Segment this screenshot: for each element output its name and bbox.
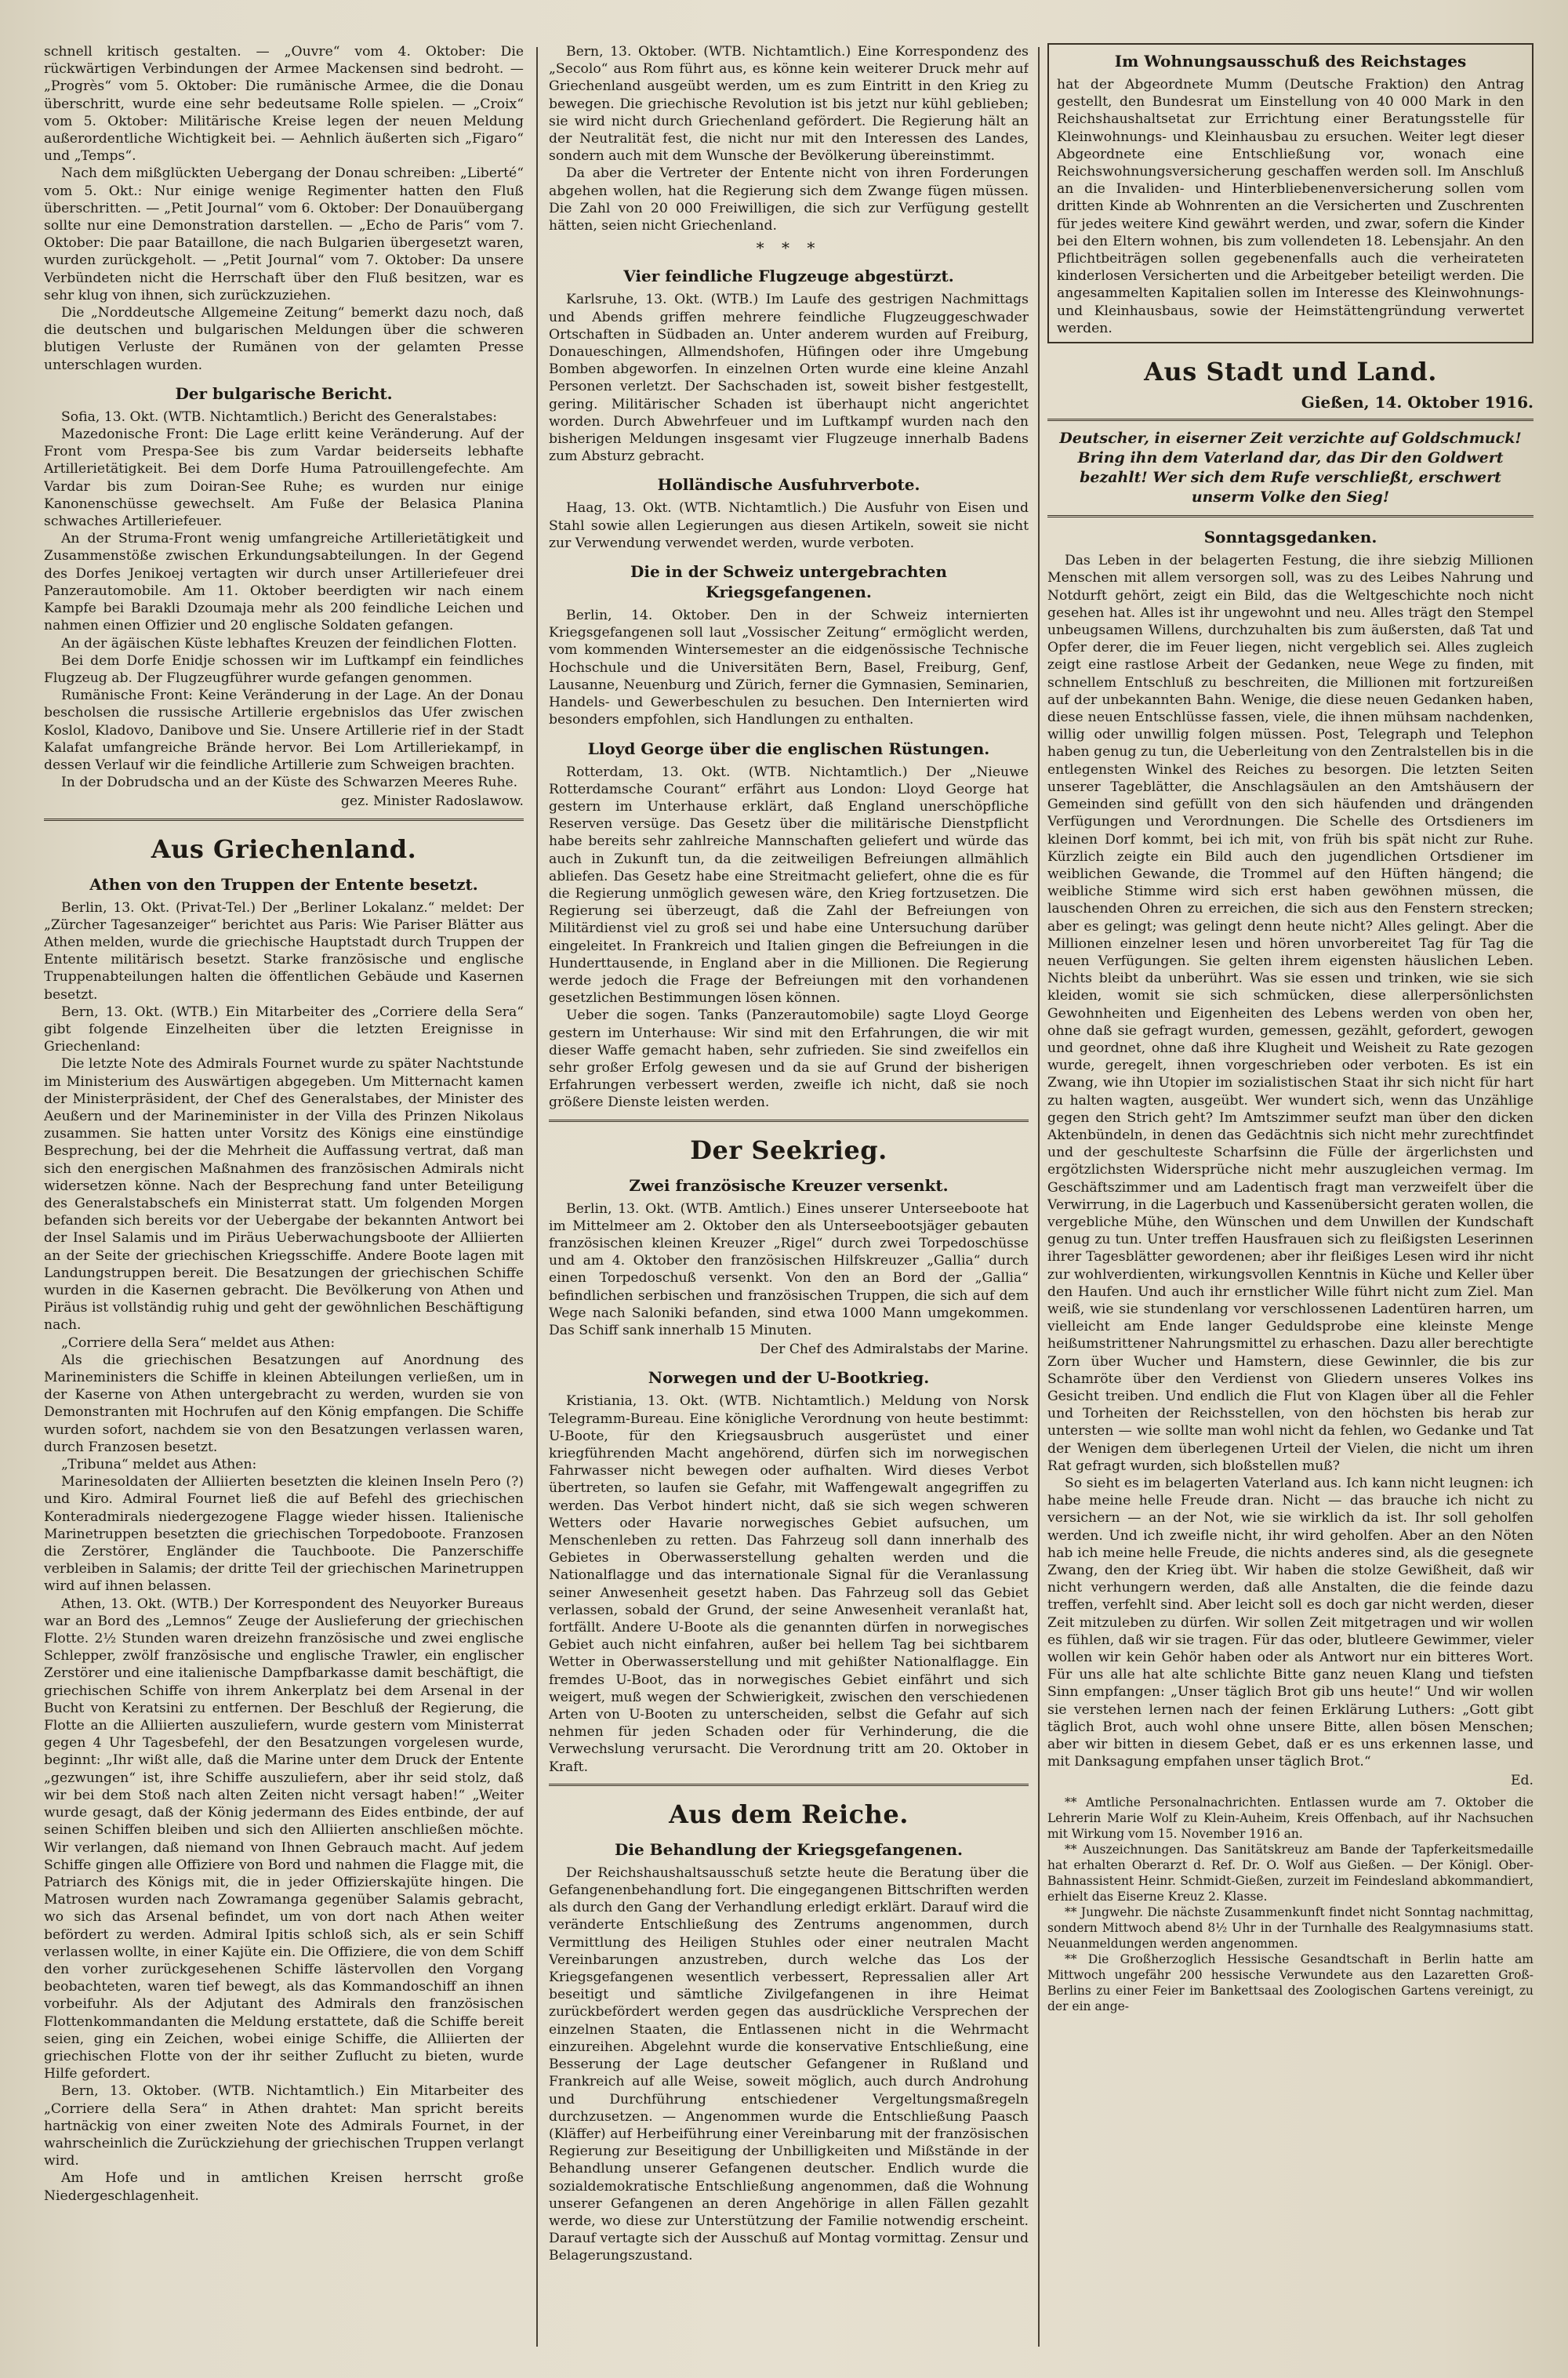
headline-cruisers: Zwei französische Kreuzer versenkt. (629, 1175, 949, 1195)
paragraph: Die „Norddeutsche Allgemeine Zeitung“ bemerkt dazu noch, daß die deutschen und bulgarischen Meldungen über die schweren blutigen Verluste der Rumänen von der gelamten Presse unterschlagen wurden. (44, 305, 524, 373)
paragraph: Mazedonische Front: Die Lage erlitt keine Veränderung. Auf der Front vom Prespa-See bis zum Vardar beiderseits lebhafte Artillerietätigkeit. Bei dem Dorfe Huma Patrouillengefechte. Am Vardar bis zum Doiran-See Ruhe; es wurden nur einige Kanonenschüsse gewechselt. Am Fuße der Belasica Planina schwaches Artilleriefeuer. (44, 427, 524, 530)
paragraph: Am Hofe und in amtlichen Kreisen herrscht große Niedergeschlagenheit. (44, 2170, 524, 2204)
signature: Ed. (1510, 1773, 1534, 1789)
paragraph: Bern, 13. Okt. (WTB.) Ein Mitarbeiter des „Corriere della Sera“ gibt folgende Einzelheiten über die letzten Ereignisse in Griechenland: (44, 1004, 524, 1055)
section-title-naval-war: Der Seekrieg. (690, 1135, 887, 1165)
column-right (1047, 43, 1534, 2354)
column-left (44, 43, 524, 2354)
paragraph: Bei dem Dorfe Enidje schossen wir im Luftkampf ein feindliches Flugzeug ab. Der Flugzeugführer wurde gefangen genommen. (44, 652, 524, 686)
paragraph: Haag, 13. Okt. (WTB. Nichtamtlich.) Die Ausfuhr von Eisen und Stahl sowie allen Legierungen aus diesen Artikeln, soweit sie nicht zur Verwendung verwendet werden, wurde verboten. (549, 500, 1029, 551)
separator (1047, 515, 1534, 517)
column-rule (536, 47, 538, 2347)
paragraph: Kristiania, 13. Okt. (WTB. Nichtamtlich.) Meldung von Norsk Telegramm-Bureau. Eine königliche Verordnung von heute bestimmt: U-Boote, für den Kriegsausbruch ausgerüstet und einer kriegführenden Macht angehörend, dürfen sich im norwegischen Fahrwasser nicht bewegen oder aufhalten. Wird dieses Verbot übertreten, so laufen sie Gefahr, mit Waffengewalt angegriffen zu werden. Das Verbot hindert nicht, daß sie sich wegen schweren Wetters oder Havarie norwegisches Gebiet aufsuchen, um Menschenleben zu retten. Das Fahrzeug soll dann innerhalb des Gebietes in Oberwasserstellung gehalten werden und die Nationalflagge und das internationale Signal für die Veranlassung seiner Anwesenheit gesetzt haben. Das Fahrzeug soll das Gebiet verlassen, sobald der Grund, der seine Anwesenheit veranlaßt hat, fortfällt. Andere U-Boote als die genannten dürfen in norwegisches Gebiet auch nicht einfahren, außer bei hellem Tag bei sichtbarem Wetter in Oberwasserstellung und mit gehißter Nationalflagge. Ein fremdes U-Boot, das in norwegisches Gebiet einfährt und sich weigert, muß wegen der Schwierigkeit, zwischen den verschiedenen Arten von U-Booten zu unterscheiden, selbst die Gefahr auf sich nehmen für jeden Schaden oder für Verhinderung, die die Verwechslung verursacht. Die Verordnung tritt am 20. Oktober in Kraft. (549, 1393, 1029, 1775)
paragraph: Sofia, 13. Okt. (WTB. Nichtamtlich.) Bericht des Generalstabes: (61, 408, 498, 425)
headline-planes: Vier feindliche Flugzeuge abgestürzt. (623, 267, 954, 286)
headline-norway: Norwegen und der U-Bootkrieg. (648, 1368, 930, 1388)
paragraph: In der Dobrudscha und an der Küste des Schwarzen Meeres Ruhe. (61, 775, 518, 791)
paragraph: Ueber die sogen. Tanks (Panzerautomobile) sagte Lloyd George gestern im Unterhause: Wir sind mit den Erfahrungen, die wir mit dieser Waffe gemacht haben, sehr zufrieden. Sie sind zweifellos ein sehr großer Erfolg gewesen und da sie auf Grund der bisherigen Erfahrungen verbessert werden, zweifle ich nicht, daß sie noch größere Dienste leisten werden. (549, 1007, 1029, 1111)
headline-housing: Im Wohnungsausschuß des Reichstages (1114, 52, 1467, 71)
section-title-reich: Aus dem Reiche. (669, 1799, 909, 1829)
paragraph: An der ägäischen Küste lebhaftes Kreuzen der feindlichen Flotten. (61, 635, 517, 652)
dateline: Gießen, 14. Oktober 1916. (1301, 393, 1534, 412)
separator-stars: * * * (756, 238, 822, 258)
signature: gez. Minister Radoslawow. (340, 793, 524, 810)
paragraph: schnell kritisch gestalten. — „Ouvre“ vom 4. Oktober: Die rückwärtigen Verbindungen der Armee Mackensen sind bedroht. — „Progrès“ vom 5. Oktober: Die rumänische Armee, die die Donau überschritt, wurde eine sehr bedeutsame Rolle spielen. — „Croix“ vom 5. Oktober: Militärische Kreise legen der neuen Meldung außerordentliche Wichtigkeit bei. — Aehnlich äußerten sich „Figaro“ und „Temps“. (44, 44, 524, 165)
paragraph: Rotterdam, 13. Okt. (WTB. Nichtamtlich.) Der „Nieuwe Rotterdamsche Courant“ erfährt aus London: Lloyd George hat gestern im Unterhause erklärt, daß England unerschöpfliche Reserven versüge. Das Gesetz über die militärische Dienstpflicht habe bereits sehr zahlreiche Mannschaften geliefert und würde das auch in Zukunft tun, da die zeitweiligen Befreiungen allmählich abliefen. Das Gesetz habe eine Streitmacht geliefert, ohne die es für die Regierung unmöglich gewesen wäre, den Krieg fortzusetzen. Die Regierung sei überzeugt, daß die Zahl der Befreiungen von Militärdienst viel zu groß sei und habe eine Untersuchung darüber eingeleitet. In Frankreich und Italien gingen die Befreiungen in die Hunderttausende, in England aber in die Millionen. Die Regierung werde jedoch die Frage der Befreiungen mit den vorhandenen gesetzlichen Bestimmungen lösen können. (549, 764, 1029, 1007)
section-title-greece: Aus Griechenland. (151, 833, 417, 864)
column-rule (1038, 47, 1040, 2347)
paragraph: Berlin, 13. Okt. (WTB. Amtlich.) Eines unserer Unterseeboote hat im Mittelmeer am 2. Oktober den als Unterseebootsjäger gebauten französischen kleinen Kreuzer „Rigel“ durch zwei Torpedoschüsse und am 4. Oktober den französischen Hilfskreuzer „Gallia“ durch einen Torpedoschuß versenkt. Von den an Bord der „Gallia“ befindlichen serbischen und französischen Truppen, die sich auf dem Wege nach Saloniki befanden, sind etwa 1000 Mann umgekommen. Das Schiff sank innerhalb 15 Minuten. (549, 1200, 1029, 1338)
headline-swiss-prisoners: Die in der Schweiz untergebrachten Kriegsgefangenen. (630, 562, 947, 602)
news-note: ** Auszeichnungen. Das Sanitätskreuz am Bande der Tapferkeitsmedaille hat erhalten Oberarzt d. Ref. Dr. O. Wolf aus Gießen. — Der Königl. Ober-Bahnassistent Heinr. Schmidt-Gießen, zurzeit im Feindesland abkommandiert, erhielt das Eiserne Kreuz 2. Klasse. (1047, 1842, 1534, 1904)
paragraph: Berlin, 14. Oktober. Den in der Schweiz internierten Kriegsgefangenen soll laut „Vossischer Zeitung“ ermöglicht werden, vom kommenden Wintersemester an die eidgenössische Technische Hochschule und die Universitäten Bern, Basel, Freiburg, Genf, Lausanne, Neuenburg und Zürich, ferner die Gymnasien, Seminarien, Handels- und Gewerbeschulen zu besuchen. Den Internierten wird besonders empfohlen, sich Handlungen zu enthalten. (549, 608, 1029, 728)
signature: Der Chef des Admiralstabs der Marine. (760, 1341, 1029, 1358)
paragraph: So sieht es im belagerten Vaterland aus. Ich kann nicht leugnen: ich habe meine helle Freude dran. Nicht — das brauche ich nicht zu versichern — an der Not, wie sie wirklich da ist. Ihr soll geholfen werden. Und ich zweifle nicht, ihr wird geholfen. Aber an den Nöten hab ich meine helle Freude, die nichts anderes sind, als die gesegnete Zwang, den der Krieg übt. Wir haben die stolze Gewißheit, daß wir nicht verhungern werden, daß alle Anstalten, die die feinde dazu treffen, verfehlt sind. Aber leicht soll es doch gar nicht werden, dieser Zeit mitzuleben zu dürfen. Wir sollen Zeit mitgetragen und wir wollen es fühlen, daß wir sie tragen. Für das oder, blutleere Gewimmer, vieler wollen wir kein Gehör haben oder als Antwort nur ein bitteres Wort. Für uns alle hat alte schlichte Bitte ganz neuen Klang und tiefsten Sinn empfangen: „Unser täglich Brot gib uns heute!“ Und wir wollen sie verstehen lernen nach der feinen Erklärung Luthers: „Gott gibt täglich Brot, auch wohl ohne unsere Bitte, allen bösen Menschen; aber wir bitten in diesem Gebet, daß er es uns erkennen lasse, und mit Danksagung empfahen unser täglich Brot.“ (1047, 1476, 1534, 1770)
paragraph: Karlsruhe, 13. Okt. (WTB.) Im Laufe des gestrigen Nachmittags und Abends griffen mehrere feindliche Flugzeuggeschwader Ortschaften in Südbaden an. Unter anderem wurden auf Freiburg, Donaueschingen, Allmendshofen, Hüfingen oder ihre Umgebung Bomben abgeworfen. In einzelnen Orten wurde eine kleine Anzahl Personen verletzt. Der Sachschaden ist, soweit bisher festgestellt, gering. Militärischer Schaden ist überhaupt nicht angerichtet worden. Durch Abwehrfeuer und im Luftkampf wurden nach den bisherigen Meldungen insgesamt vier Flugzeuge innerhalb Badens zum Absturz gebracht. (549, 292, 1029, 465)
paragraph: Die letzte Note des Admirals Fournet wurde zu später Nachtstunde im Ministerium des Auswärtigen abgegeben. Um Mitternacht kamen der Ministerpräsident, der Chef des Generalstabes, der Minister des Aeußern und der Marineminister in der Villa des Prinzen Nikolaus zusammen. Sie hatten unter Vorsitz des Königs eine einstündige Besprechung, bei der die Mehrheit die Auffassung vertrat, daß man sich den energischen Maßnahmen des französischen Admirals nicht widersetzen könne. Nach der Besprechung fand unter Beteiligung des Generalstabschefs ein Ministerrat statt. Um folgenden Morgen befanden sich bereits vor der Uebergabe der bekannten Antwort bei der Insel Salamis und im Piräus Ueberwachungsboote der Alliierten an der Seite der griechischen Kriegsschiffe. Andere Boote lagen mit Landungstruppen bereit. Die Besatzungen der griechischen Schiffe wurden in die Kasernen gebracht. Die Bevölkerung von Athen und Piräus ist vollständig ruhig und geht der gewöhnlichen Beschäftigung nach. (44, 1056, 524, 1334)
paragraph: Da aber die Vertreter der Entente nicht von ihren Forderungen abgehen wollen, hat die Regierung sich dem Zwange fügen müssen. Die Zahl von 20 000 Freiwilligen, die sich zur Verfügung gestellt hätten, seien nicht Griechenland. (549, 165, 1029, 234)
paragraph: Bern, 13. Oktober. (WTB. Nichtamtlich.) Eine Korrespondenz des „Secolo“ aus Rom führt aus, es könne kein weiterer Druck mehr auf Griechenland ausgeübt werden, um es zum Eintritt in den Krieg zu bewegen. Die griechische Revolution ist bis jetzt nur kühl geblieben; sie wird nicht durch Griechenland gefördert. Die Regierung hält an der Neutralität fest, die nicht nur mit den Interessen des Landes, sondern auch mit dem Wunsche der Bevölkerung übereinstimmt. (549, 44, 1029, 165)
paragraph: Der Reichshaushaltsausschuß setzte heute die Beratung über die Gefangenenbehandlung fort. Die eingegangenen Bittschriften werden als durch den Gang der Verhandlung erledigt erklärt. Darauf wird die veränderte Entschließung des Zentrums angenommen, durch Vermittlung des Heiligen Stuhles oder einer neutralen Macht Vereinbarungen anzustreben, durch welche das Los der Kriegsgefangenen wesentlich verbessert, Repressalien aller Art beseitigt und sämtliche Zivilgefangenen in ihre Heimat zurückbefördert werden gegen das ausdrückliche Versprechen der einzelnen Staaten, die Entlassenen nicht in die Wehrmacht einzureihen. Abgelehnt wurde die konservative Entschließung, eine Besserung der Lage deutscher Gefangener in Rußland und Frankreich auf alle Weise, soweit möglich, auch durch Androhung und Durchführung entschiedener Vergeltungsmaßregeln durchzusetzen. — Angenommen wurde die Entschließung Paasch (Kläffer) auf Herbeiführung einer Vereinbarung mit der französischen Regierung zur Beseitigung der Unbilligkeiten und Mißstände in der Behandlung unserer Gefangenen deutscher. Endlich wurde die sozialdemokratische Entschließung angenommen, daß die Wohnung unserer Gefangenen an deren Angehörige in allen Fällen gezahlt werde, wo diese zur Unterstützung der Familie notwendig erscheint. Darauf vertagte sich der Ausschuß auf Montag vormittag. Zensur und Belagerungszustand. (549, 1864, 1029, 2264)
paragraph: Bern, 13. Oktober. (WTB. Nichtamtlich.) Ein Mitarbeiter des „Corriere della Sera“ in Athen drahtet: Man spricht bereits hartnäckig von einer zweiten Note des Admirals Fournet, in der wahrscheinlich die Zurückziehung der griechischen Truppen verlangt wird. (44, 2083, 524, 2169)
separator (44, 819, 524, 821)
paragraph: hat der Abgeordnete Mumm (Deutsche Fraktion) den Antrag gestellt, den Bundesrat um Einstellung von 40 000 Mark in den Reichshaushaltsetat zur Errichtung einer Beratungsstelle für Kleinwohnungs- und Kleinhausbau zu ersuchen. Weiter legt dieser Abgeordnete eine Entschließung vor, wonach eine Reichswohnungsversicherung geschaffen werden soll. Im Anschluß an die Invaliden- und Hinterbliebenenversicherung sollen vom dritten Kinde ab Wohnrenten an die Versicherten und Zuschrenten für jedes weitere Kind gewährt werden, und zwar, sofern die Kinder bei den Eltern wohnen, bis zum vollendeten 18. Lebensjahr. An den Pflichtbeiträgen sollen gegebenenfalls auch die verheirateten kinderlosen Versicherten und die Arbeitgeber beteiligt werden. Die angesammelten Kapitalien sollen im Interesse des Kleinwohnungs- und Kleinhausbaus, sowie der Heimstättengründung verwertet werden. (1057, 77, 1524, 336)
headline-dutch-export: Holländische Ausfuhrverbote. (657, 475, 920, 495)
housing-committee-box (1047, 43, 1534, 343)
news-note: ** Jungwehr. Die nächste Zusammenkunft findet nicht Sonntag nachmittag, sondern Mittwoch abend 8½ Uhr in der Turnhalle des Realgymnasiums statt. Neuanmeldungen werden angenommen. (1047, 1904, 1534, 1951)
paragraph: „Tribuna“ meldet aus Athen: (61, 1457, 257, 1473)
paragraph: Rumänische Front: Keine Veränderung in der Lage. An der Donau bescholsen die russische Artillerie ergebnislos das Ufer zwischen Koslol, Kladovo, Danibove und Sie. Unsere Artillerie rief in der Stadt Kalafat umfangreiche Brände hervor. Bei Lom Artilleriekampf, in dessen Verlauf wir die feindliche Artillerie zum Schweigen brachten. (44, 688, 524, 773)
paragraph: Nach dem mißglückten Uebergang der Donau schreiben: „Liberté“ vom 5. Okt.: Nur einige wenige Regimenter hatten den Fluß überschritten. — „Petit Journal“ vom 6. Oktober: Der Donauübergang sollte nur eine Demonstration darstellen. — „Echo de Paris“ vom 7. Oktober: Die paar Bataillone, die nach Bulgarien übergesetzt waren, wurden zurückgeholt. — „Petit Journal“ vom 7. Oktober: Da unsere Verbündeten nicht die Herrschaft über den Fluß besitzen, war es sehr klug von ihnen, sich zurückzuziehen. (44, 165, 524, 303)
news-note: ** Die Großherzoglich Hessische Gesandtschaft in Berlin hatte am Mittwoch ungefähr 200 hessische Verwundete aus den Lazaretten Groß-Berlins zu einer Feier im Bankettsaal des Zoologischen Gartens vereinigt, zu der ein ange- (1047, 1951, 1534, 2013)
headline-athens: Athen von den Truppen der Entente besetzt. (89, 874, 478, 894)
paragraph: „Corriere della Sera“ meldet aus Athen: (61, 1334, 336, 1351)
headline-lloyd-george: Lloyd George über die englischen Rüstungen. (587, 739, 990, 758)
separator (549, 1120, 1029, 1122)
separator (549, 1784, 1029, 1786)
paragraph: Als die griechischen Besatzungen auf Anordnung des Marineministers die Schiffe in kleinen Abteilungen verließen, um in der Kaserne von Athen untergebracht zu werden, wurden sie von Demonstranten mit Hochrufen auf den König empfangen. Die Schiffe wurden sofort, nachdem sie von den Besatzungen verlassen waren, durch Franzosen besetzt. (44, 1352, 524, 1455)
news-note: ** Amtliche Personalnachrichten. Entlassen wurde am 7. Oktober die Lehrerin Marie Wolf zu Klein-Auheim, Kreis Offenbach, auf ihr Nachsuchen mit Wirkung vom 15. November 1916 an. (1047, 1795, 1534, 1841)
paragraph: Marinesoldaten der Alliierten besetzten die kleinen Inseln Pero (?) und Kiro. Admiral Fournet ließ die auf Befehl des griechischen Konteradmirals niedergezogene Flagge wieder hissen. Italienische Marinetruppen besetzten die griechischen Torpedoboote. Franzosen die Zerstörer, Engländer die Tauchboote. Die Panzerschiffe verbleiben in Salamis; der dritte Teil der griechischen Marinetruppen wird auf ihnen belassen. (44, 1474, 524, 1595)
separator (1047, 419, 1534, 421)
section-title-city: Aus Stadt und Land. (1144, 357, 1437, 387)
paragraph: An der Struma-Front wenig umfangreiche Artillerietätigkeit und Zusammenstöße zwischen Erkundungsabteilungen. In der Gegend des Dorfes Jenikoej vertagten wir durch unser Artilleriefeuer drei Panzerautomobile. Am 11. Oktober beerdigten wir nach einem Kampfe bei Barakli Dzoumaja mehr als 200 feindliche Leichen und nahmen einen Offizier und 20 englische Soldaten gefangen. (44, 531, 524, 634)
headline-bulgarian-report: Der bulgarische Bericht. (175, 383, 393, 403)
headline-prisoner-treatment: Die Behandlung der Kriegsgefangenen. (615, 1839, 963, 1859)
paragraph: Berlin, 13. Okt. (Privat-Tel.) Der „Berliner Lokalanz.“ meldet: Der „Zürcher Tagesanzeiger“ berichtet aus Paris: Wie Pariser Blätter aus Athen melden, wurde die griechische Hauptstadt durch Truppen der Entente militärisch besetzt. Starke französische und englische Truppenabteilungen halten die öffentlichen Gebäude und Kasernen besetzt. (44, 899, 524, 1003)
paragraph: Das Leben in der belagerten Festung, die ihre siebzig Millionen Menschen mit allem versorgen soll, was zu des Leibes Nahrung und Notdurft gehört, zeigt ein Bild, das die Weltgeschichte noch nicht gesehen hat. Alles ist ihr ungewohnt und neu. Alles trägt den Stempel unbeugsamen Willens, durchzuhalten bis zum äußersten, daß Tat und Opfer derer, die im Feuer liegen, nicht vergeblich sei. Alles zugleich zeigt eine rastlose Arbeit der Gedanken, neue Wege zu finden, mit schnellem Entschluß zu beschreiten, die Millionen mit fortzureißen auf der unbekannten Bahn. Wenige, die diese neuen Gedanken haben, diese neuen Entschlüsse fassen, viele, die ihnen mühsam nachdenken, willig oder unwillig folgen müssen. Post, Telegraph und Telephon haben genug zu tun, die Ueberleitung von den Zentralstellen bis in die entlegensten Winkel des Reiches zu besorgen. Die letzten Seiten unserer Tageblätter, die Anschlagsäulen an den Amtshäusern der Gemeinden sind gefüllt von den sich häufenden und drängenden Verfügungen und Verordnungen. Die Schelle des Ortsdieners im kleinen Dorf kommt, bei ich mit, von früh bis spät nicht zur Ruhe. Kürzlich zeigte ein Bild auch den jugendlichen Ortsdiener im weiblichen Gewande, die Trommel auf den Hüften hängend; die weibliche Stimme wird sich erst haben gewöhnen müssen, die lauschenden Ohren zu erreichen, die sich aus den Fenstern strecken; aber es gelingt; was gelingt denn heute nicht? Alles gelingt. Aber die Millionen einzelner lesen und hören unvorbereitet Tag für Tag die neuen Verfügungen. Sie gelten ihrem eigensten häuslichen Leben. Nichts bleibt da unberührt. Was sie essen und trinken, wie sie sich kleiden, womit sie sich schmücken, diese allerpersönlichsten Gewohnheiten und Eigenheiten des Lebens werden von oben her, ohne daß sie gefragt wurden, gemessen, gezählt, gefordert, gewogen und geordnet, ohne daß ihre Klugheit und Weisheit zu Rate gezogen wurde, geregelt, ihnen vorgeschrieben oder verboten. Es ist ein Zwang, wie ihn Utopier im sozialistischen Staat ihr sich nicht für hart zu halten wagten, ausgeübt. Wer wundert sich, wenn das Unzählige gegen den Strich geht? Im Amtszimmer seufzt man über den dicken Aktenbündeln, in denen das Gedächtnis sich nicht mehr zurechtfindet und der geschulteste Scharfsinn die Fülle der ärgerlichsten und ergötzlichsten Widersprüche nicht mehr auszugleichen vermag. Im Geschäftszimmer und am Ladentisch fragt man verzweifelt über die Verwirrung, in die Lagerbuch und Kassenübersicht geraten wollen, die vergebliche Mühe, den Wünschen und dem Unwillen der Kundschaft genug zu tun. Unter treffen Hausfrauen sich zu fleißigsten Leserinnen ihrer Tagesblätter gewordenen; aber ihr fleißiges Lesen wird ihr nicht zur wohlverdienten, wirkungsvollen Kenntnis in Küche und Keller über den Haufen. Und auch ihr ernstlicher Wille führt nicht zum Ziel. Man weiß, wie sie stundenlang vor verschlossenen Ladentüren harren, um vielleicht am Ende langer Geduldsprobe eine kleinste Menge heißumstrittener Nahrungsmittel zu erhaschen. Dazu aller berechtigte Zorn über Wucher und Hamstern, diese Gewinnler, die bis zur Schamröte über den Verdienst von Gliedern unseres Volkes ins Gesicht treiben. Und endlich die Flut von Klagen über all die Fehler und Torheiten der Reichsstellen, von den höchsten bis herab zur untersten — wie sollte man wohl nicht da fehlen, wo Gedanke und Tat der Wenigen dem überlegenen Urteil der Vielen, die nicht um ihren Rat gefragt wurden, sich bloßstellen muß? (1047, 553, 1534, 1474)
gold-appeal: Deutscher, in eiserner Zeit verzichte auf Goldschmuck! Bring ihn dem Vaterland dar, das Dir den Goldwert bezahlt! Wer sich dem Rufe verschließt, erschwert unserm Volke den Sieg! (1059, 430, 1522, 506)
paragraph: Athen, 13. Okt. (WTB.) Der Korrespondent des Neuyorker Bureaus war an Bord des „Lemnos“ Zeuge der Auslieferung der griechischen Flotte. 2½ Stunden waren dreizehn französische und zwei englische Schlepper, zwölf französische und englische Trawler, ein englischer Zerstörer und eine italienische Dampfbarkasse damit beschäftigt, die griechischen Schiffe von ihrem Ankerplatz bei dem Arsenal in der Bucht von Keratsini zu entfernen. Der Beschluß der Regierung, die Flotte an die Alliierten auszuliefern, wurde gestern vom Ministerrat gegen 4 Uhr Tagesbefehl, der den Besatzungen vorgelesen wurde, beginnt: „Ihr wißt alle, daß die Marine unter dem Druck der Entente „gezwungen“ ist, ihre Schiffe auszuliefern, aber ihr seid stolz, daß wir bei dem Stoß nach alten Zeiten nicht versagt haben!“ „Weiter wurde gesagt, daß der König jedermann des Eides entbinde, der auf seinen Schiffen bleiben und sich den Alliierten anschließen möchte. Wir verlangen, daß niemand von Ihnen Gebrauch macht. Auf jedem Schiffe gingen alle Offiziere von Bord und nahmen die Flagge mit, die Patriarch des Königs mit, die in jeder Offizierskajüte hingen. Die Matrosen wurden nach Zowramanga gegenüber Salamis gebracht, wo sich das Arsenal befindet, um von dort nach Athen weiter befördert zu werden. Admiral Ipitis schloß sich, als er sein Schiff verlassen wollte, in einer Kajüte ein. Die Offiziere, die von dem Schiff den vorher zurückgesehenen Schiffe lästervollen den Vorgang beobachteten, waren tief bewegt, als das Kommandoschiff an ihnen vorbeifuhr. Als der Adjutant des Admirals den französischen Flottenkommandanten die Meldung erstattete, daß die Schiffe bereit seien, ging ein Zeichen, wobei einige Schiffe, die Alliierten der griechischen Flotte von der ihr seither Zuflucht zu bieten, wurde Hilfe gefordert. (44, 1596, 524, 2082)
column-middle (549, 43, 1029, 2354)
headline-sunday: Sonntagsgedanken. (1203, 528, 1377, 547)
